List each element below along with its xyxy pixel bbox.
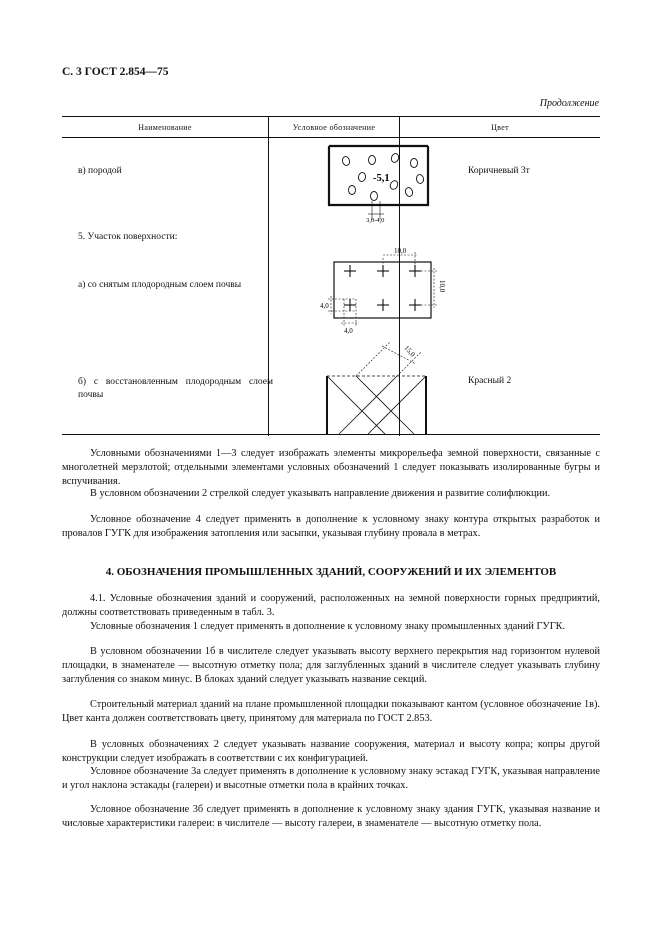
column-header-symbol: Условное обозначение: [269, 117, 400, 138]
page-header: С. 3 ГОСТ 2.854—75: [62, 66, 169, 78]
restored-soil-hatching: [327, 376, 426, 434]
paragraph-5: Условные обозначения 1 следует применять в дополнение к условному знаку промышленных зданий ГУГК.: [90, 621, 566, 632]
section-heading: 4. ОБОЗНАЧЕНИЯ ПРОМЫШЛЕННЫХ ЗДАНИЙ, СООРУЖЕНИЙ И ИХ ЭЛЕМЕНТОВ: [105, 566, 557, 578]
rock-value-label: -5,1: [373, 173, 390, 184]
rock-symbol: [328, 144, 430, 224]
dim-bottom-label: 4,0: [344, 327, 353, 335]
paragraph-1: Условными обозначениями 1—3 следует изображать элементы микрорельефа земной поверхности, связанные с многолетней мерзлотой; отдельными элементами условных обозначений 1 следует показывать изолированные бугры и вспучивания.: [62, 448, 600, 487]
row-5b-name: б) с восстановленным плодородным слоем почвы: [78, 377, 273, 400]
column-header-color: Цвет: [400, 117, 601, 138]
paragraph-6: В условном обозначении 1б в числителе следует указывать высоту верхнего перекрытия над горизонтом нулевой площадки, в знаменателе — высотную отметку пола; для заглубленных зданий в числителе следует указывать глубину заглубления со знаком минус. В блоках зданий следует указывать название секций.: [62, 646, 600, 685]
row-5-name: 5. Участок поверхности:: [78, 232, 178, 242]
paragraph-8: В условных обозначениях 2 следует указывать название сооружения, материал и высоту копра; копры другой конструкции следует изображать в соответствии с их конфигурацией.: [62, 739, 600, 764]
column-header-name: Наименование: [62, 117, 269, 138]
row-c-name: в) породой: [78, 166, 122, 176]
paragraph-9: Условное обозначение 3а следует применять в дополнение к условному знаку эстакад ГУГК, указывая направление и угол наклона эстакады (галереи) и высотные отметки пола в крайних точках.: [62, 766, 600, 791]
stripped-soil-symbol: [316, 244, 444, 334]
paragraph-4: 4.1. Условные обозначения зданий и сооружений, расположенных на земной поверхности горных предприятий, должны соответствовать приведенным в табл. 3.: [62, 593, 600, 618]
paragraph-7: Строительный материал зданий на плане промышленной площадки показывают кантом (условное обозначение 1в). Цвет канта должен соответствовать цвету, принятому для материала по ГОСТ 2.853.: [62, 699, 600, 724]
rock-dimension-label: 3,0-4,0: [366, 217, 385, 224]
stripped-soil-crosses: [344, 265, 421, 311]
table-header-row: [62, 117, 600, 138]
row-5a-name: а) со снятым плодородным слоем почвы: [78, 280, 242, 290]
paragraph-10: Условное обозначение 3б следует применять в дополнение к условному знаку здания ГУГК, указывая название и числовые характеристики галереи: в числителе — высоту галереи, в знаменателе — высотную отметку пола.: [62, 804, 600, 829]
paragraph-2: В условном обозначении 2 стрелкой следует указывать направление движения и развитие солифлюкции.: [90, 488, 551, 499]
stripped-soil-dimensions: [328, 252, 438, 326]
dim-right-label: 10,0: [438, 280, 446, 293]
continuation-label: Продолжение: [539, 98, 599, 109]
row-5b-color: Красный 2: [468, 376, 512, 386]
row-c-color: Коричневый 3т: [468, 166, 530, 176]
dim-top-label: 10,0: [394, 247, 407, 255]
table-bottom-border: [62, 434, 600, 435]
dim-left-label: 4,0: [320, 302, 329, 310]
restored-soil-symbol: [324, 336, 444, 434]
dim-diag-label: 15,0: [402, 343, 417, 359]
paragraph-3: Условное обозначение 4 следует применять в дополнение к условному знаку контура открытых разработок и провалов ГУГК для изображения затопления или засыпки, указывая глубину провала в метрах.: [62, 514, 600, 539]
